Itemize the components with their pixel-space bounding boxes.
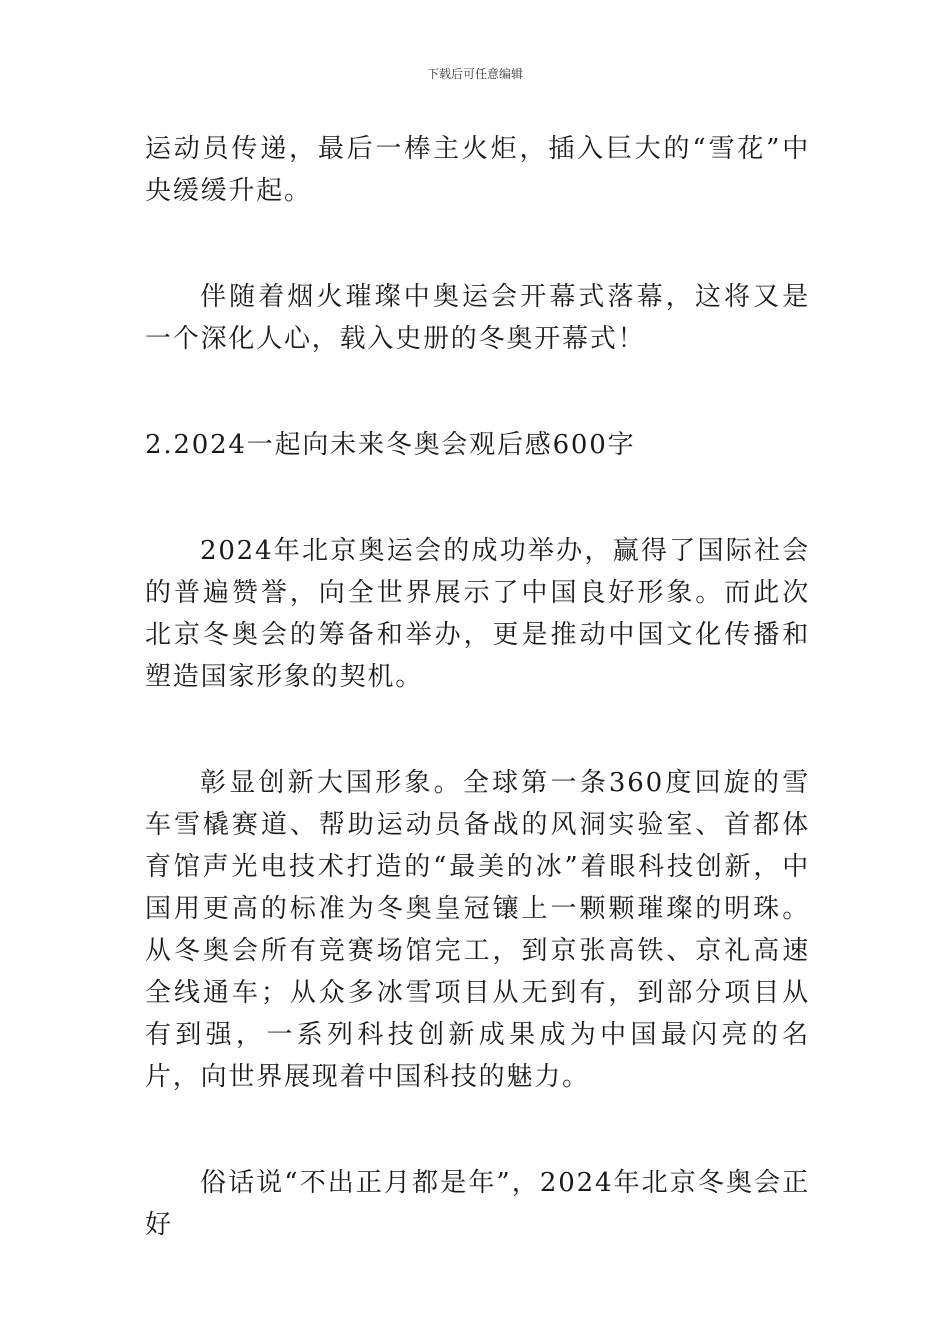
paragraph-torch: 运动员传递，最后一棒主火炬，插入巨大的“雪花”中央缓缓升起。: [145, 134, 810, 206]
paragraph-gap: [145, 360, 810, 424]
paragraph-gap: [145, 466, 810, 530]
paragraph-new-year: 俗话说“不出正月都是年”，2024年北京冬奥会正好: [145, 1168, 810, 1240]
paragraph-olympics-success: 2024年北京奥运会的成功举办，赢得了国际社会的普遍赞誉，向全世界展示了中国良好形象。而此次北京冬奥会的筹备和举办，更是推动中国文化传播和塑造国家形象的契机。: [145, 536, 810, 692]
paragraph-innovation: 彰显创新大国形象。全球第一条360度回旋的雪车雪橇赛道、帮助运动员备战的风洞实验室、首都体育馆声光电技术打造的“最美的冰”着眼科技创新，中国用更高的标准为冬奥皇冠镶上一颗颗璀璨的明珠。从冬奥会所有竞赛场馆完工，到京张高铁、京礼高速全线通车；从众多冰雪项目从无到有，到部分项目从有到强，一系列科技创新成果成为中国最闪亮的名片，向世界展现着中国科技的魅力。: [145, 768, 810, 1092]
paragraph-gap: [145, 212, 810, 276]
paragraph-gap: [145, 698, 810, 762]
document-body: [145, 128, 810, 1246]
paragraph-gap: [145, 1098, 810, 1162]
section-heading: 2.2024一起向未来冬奥会观后感600字: [145, 430, 636, 460]
page-header-note: 下载后可任意编辑: [426, 67, 523, 81]
paragraph-ceremony-close: 伴随着烟火璀璨中奥运会开幕式落幕，这将又是一个深化人心，载入史册的冬奥开幕式！: [145, 282, 810, 354]
